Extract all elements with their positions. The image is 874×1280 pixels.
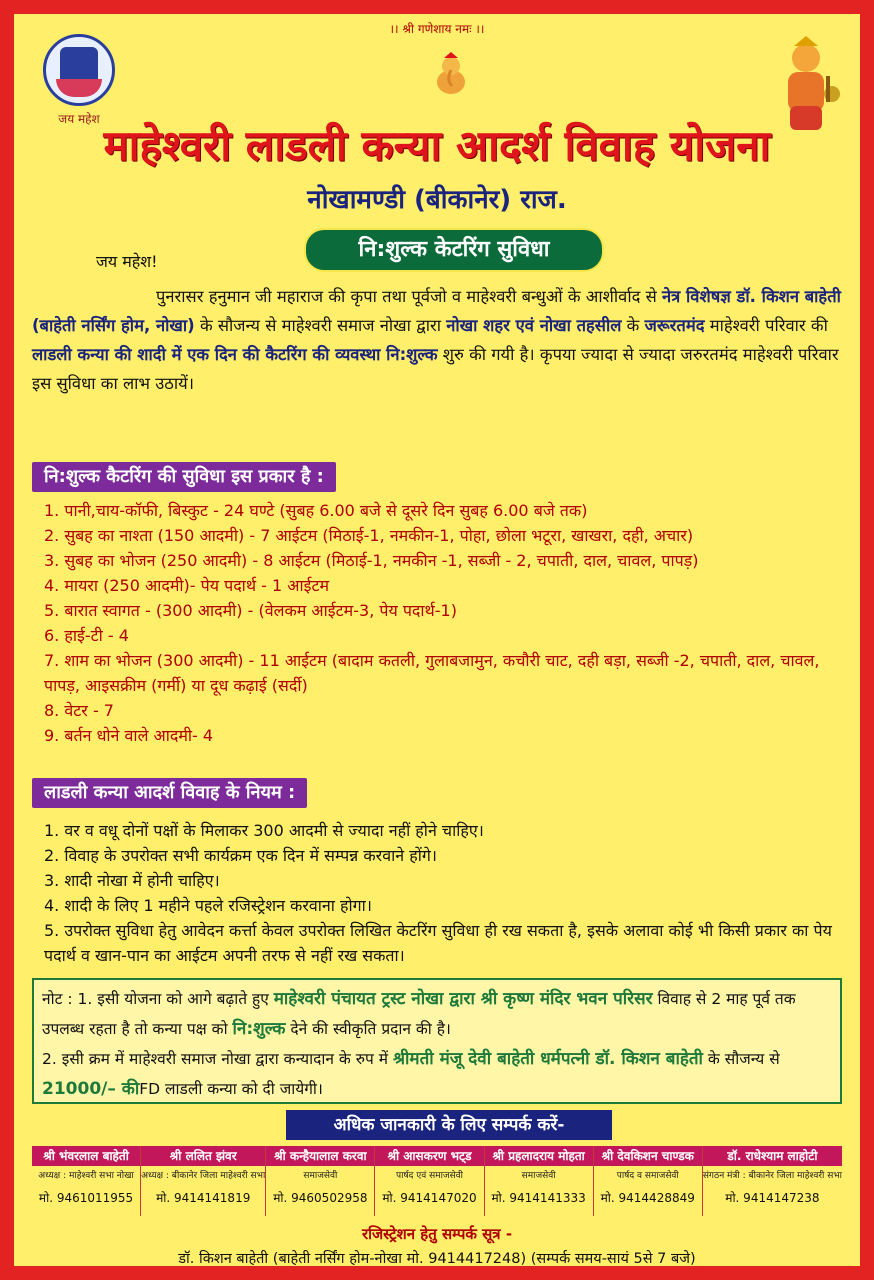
contact-role: पार्षद व समाजसेवी — [616, 1171, 679, 1181]
rules-heading: लाडली कन्या आदर्श विवाह के नियम : — [32, 778, 307, 808]
intro-text-2: के सौजन्य से माहेश्वरी समाज नोखा द्वारा — [194, 316, 447, 335]
contact-phone: मो. 9460502958 — [273, 1191, 368, 1205]
registration-title: रजिस्ट्रेशन हेतु सम्पर्क सूत्र - — [361, 1225, 513, 1243]
intro-text-5: शुरु की गयी है। कृपया ज्यादा से ज्यादा जरुरतमंद माहेश्वरी परिवार इस सुविधा का लाभ उठायें। — [32, 345, 839, 393]
contact-phone: मो. 9414428849 — [600, 1191, 695, 1205]
contact-name: श्री कन्हैयालाल करवा — [266, 1146, 374, 1166]
contact-phone: मो. 9414147238 — [725, 1191, 820, 1205]
intro-bold-2: नोखा शहर एवं नोखा तहसील — [446, 316, 622, 335]
contact-card — [141, 1146, 266, 1216]
poster-title: माहेश्वरी लाडली कन्या आदर्श विवाह योजना — [103, 121, 771, 170]
contact-card — [485, 1146, 594, 1216]
location-subtitle: नोखामण्डी (बीकानेर) राज. — [307, 185, 567, 215]
list-item: 5. उपरोक्त सुविधा हेतु आवेदन कर्त्ता केवल उपरोक्त लिखित केटरिंग सुविधा ही रख सकता है, इसके अलावा कोई भी किसी प्रकार का पेय पदार्थ व खान-पान का आईटम अपनी तरफ से नहीं रख सकता। — [44, 921, 832, 965]
list-item: 3. सुबह का भोजन (250 आदमी) - 8 आईटम (मिठाई-1, नमकीन -1, सब्जी - 2, चपाती, दाल, चावल, पापड़) — [44, 551, 699, 570]
intro-bold-3: जरूरतमंद — [644, 316, 705, 335]
registration-detail: डॉ. किशन बाहेती (बाहेती नर्सिंग होम-नोखा मो. 9414417248) (सम्पर्क समय-सायं 5से 7 बजे) — [178, 1251, 696, 1267]
note-text-1e: देने की स्वीकृति प्रदान की है। — [285, 1020, 451, 1038]
contact-card — [703, 1146, 842, 1216]
list-item: 1. पानी,चाय-कॉफी, बिस्कुट - 24 घण्टे (सुबह 6.00 बजे से दूसरे दिन सुबह 6.00 बजे तक) — [44, 501, 588, 520]
contact-role: अध्यक्ष : बीकानेर जिला माहेश्वरी सभा — [141, 1171, 266, 1181]
list-item: 3. शादी नोखा में होनी चाहिए। — [44, 871, 220, 890]
contact-name: श्री देवकिशन चाण्डक — [594, 1146, 702, 1166]
intro-bold-4: लाडली कन्या की शादी में एक दिन की कैटरिंग की व्यवस्था नि:शुल्क — [32, 345, 438, 364]
contact-name: श्री आसकरण भट्‌ड — [375, 1146, 483, 1166]
ganesha-icon — [432, 52, 470, 96]
intro-text-4: माहेश्वरी परिवार की — [704, 316, 828, 335]
note-box — [32, 978, 842, 1104]
contact-card — [32, 1146, 141, 1216]
contact-role: समाजसेवी — [303, 1171, 338, 1181]
contact-heading: अधिक जानकारी के लिए सम्पर्क करें- — [286, 1110, 612, 1140]
contact-card — [594, 1146, 703, 1216]
contact-role: समाजसेवी — [521, 1171, 556, 1181]
logo-emblem-icon — [43, 34, 115, 106]
note-text-2c: के सौजन्य से — [702, 1050, 780, 1068]
list-item: 9. बर्तन धोने वाले आदमी- 4 — [44, 726, 214, 745]
contact-name: श्री ललित झंवर — [141, 1146, 265, 1166]
facilities-heading: नि:शुल्क कैटरिंग की सुविधा इस प्रकार है : — [32, 462, 336, 492]
list-item: 2. सुबह का नाश्ता (150 आदमी) - 7 आईटम (मिठाई-1, नमकीन-1, पोहा, छोला भटूरा, खाखरा, दही, अचार) — [44, 526, 694, 545]
note-text-1c: विवाह से 2 माह पूर्व तक उपलब्ध रहता है तो कन्या पक्ष को — [42, 990, 796, 1038]
list-item: 4. शादी के लिए 1 महीने पहले रजिस्ट्रेशन करवाना होगा। — [44, 896, 372, 915]
free-catering-badge: नि:शुल्क केटरिंग सुविधा — [304, 228, 604, 272]
contact-phone: मो. 9414141333 — [491, 1191, 586, 1205]
note-text-2a: 2. इसी क्रम में माहेश्वरी समाज नोखा द्वारा कन्यादान के रुप में — [42, 1050, 393, 1068]
list-item: 5. बारात स्वागत - (300 आदमी) - (वेलकम आईटम-3, पेय पदार्थ-1) — [44, 601, 457, 620]
logo-caption: जय महेश — [58, 112, 100, 126]
list-item: 1. वर व वधू दोनों पक्षों के मिलाकर 300 आदमी से ज्यादा नहीं होने चाहिए। — [44, 821, 484, 840]
note-text-1a: नोट : 1. इसी योजना को आगे बढ़ाते हुए — [42, 990, 274, 1008]
note-bold-1b: माहेश्वरी पंचायत ट्रस्ट नोखा द्वारा श्री कृष्ण मंदिर भवन परिसर — [273, 989, 653, 1009]
contact-phone: मो. 9414141819 — [156, 1191, 251, 1205]
contact-role: संगठन मंत्री : बीकानेर जिला माहेश्वरी सभा — [702, 1171, 842, 1181]
note-bold-2b: श्रीमती मंजू देवी बाहेती धर्मपत्नी डॉ. किशन बाहेती — [392, 1049, 703, 1069]
intro-text-1: पुनरासर हनुमान जी महाराज की कृपा तथा पूर्वजो व माहेश्वरी बन्धुओं के आशीर्वाद से — [156, 287, 657, 306]
note-bold-1d: नि:शुल्क — [232, 1019, 286, 1039]
contact-role: अध्यक्ष : माहेश्वरी सभा नोखा — [38, 1171, 134, 1181]
list-item: 2. विवाह के उपरोक्त सभी कार्यक्रम एक दिन में सम्पन्न करवाने होंगे। — [44, 846, 437, 865]
note-bold-2d: 21000/– की — [42, 1079, 140, 1099]
facilities-list — [44, 498, 840, 748]
contact-phone: मो. 9461011955 — [38, 1191, 134, 1205]
invocation-text: ।। श्री गणेशाय नमः ।। — [389, 22, 485, 36]
intro-paragraph — [32, 282, 842, 398]
intro-text-3: के — [621, 316, 645, 335]
rules-list — [44, 818, 840, 968]
contact-name: श्री प्रहलादराय मोहता — [485, 1146, 593, 1166]
list-item: 8. वेटर - 7 — [44, 701, 114, 720]
contact-role: पार्षद एवं समाजसेवी — [395, 1171, 464, 1181]
contact-card — [375, 1146, 484, 1216]
contact-card — [266, 1146, 375, 1216]
contacts-row — [32, 1146, 842, 1216]
list-item: 7. शाम का भोजन (300 आदमी) - 11 आईटम (बादाम कतली, गुलाबजामुन, कचौरी चाट, दही बड़ा, सब्जी -2, चपाती, दाल, चावल, पापड़, आइसक्रीम (गर्मी) या दूध कढ़ाई (सर्दी) — [44, 651, 820, 695]
list-item: 6. हाई-टी - 4 — [44, 626, 129, 645]
contact-name: डॉ. राधेश्याम लाहोटी — [703, 1146, 842, 1166]
list-item: 4. मायरा (250 आदमी)- पेय पदार्थ - 1 आईटम — [44, 576, 330, 595]
contact-phone: मो. 9414147020 — [382, 1191, 477, 1205]
note-text-2e: FD लाडली कन्या को दी जायेगी। — [139, 1080, 323, 1098]
greeting-text: जय महेश! — [96, 252, 158, 271]
intro-bold-1: नेत्र विशेषज्ञ डॉ. किशन बाहेती (बाहेती नर्सिंग होम, नोखा) — [32, 287, 841, 335]
contact-name: श्री भंवरलाल बाहेती — [32, 1146, 140, 1166]
